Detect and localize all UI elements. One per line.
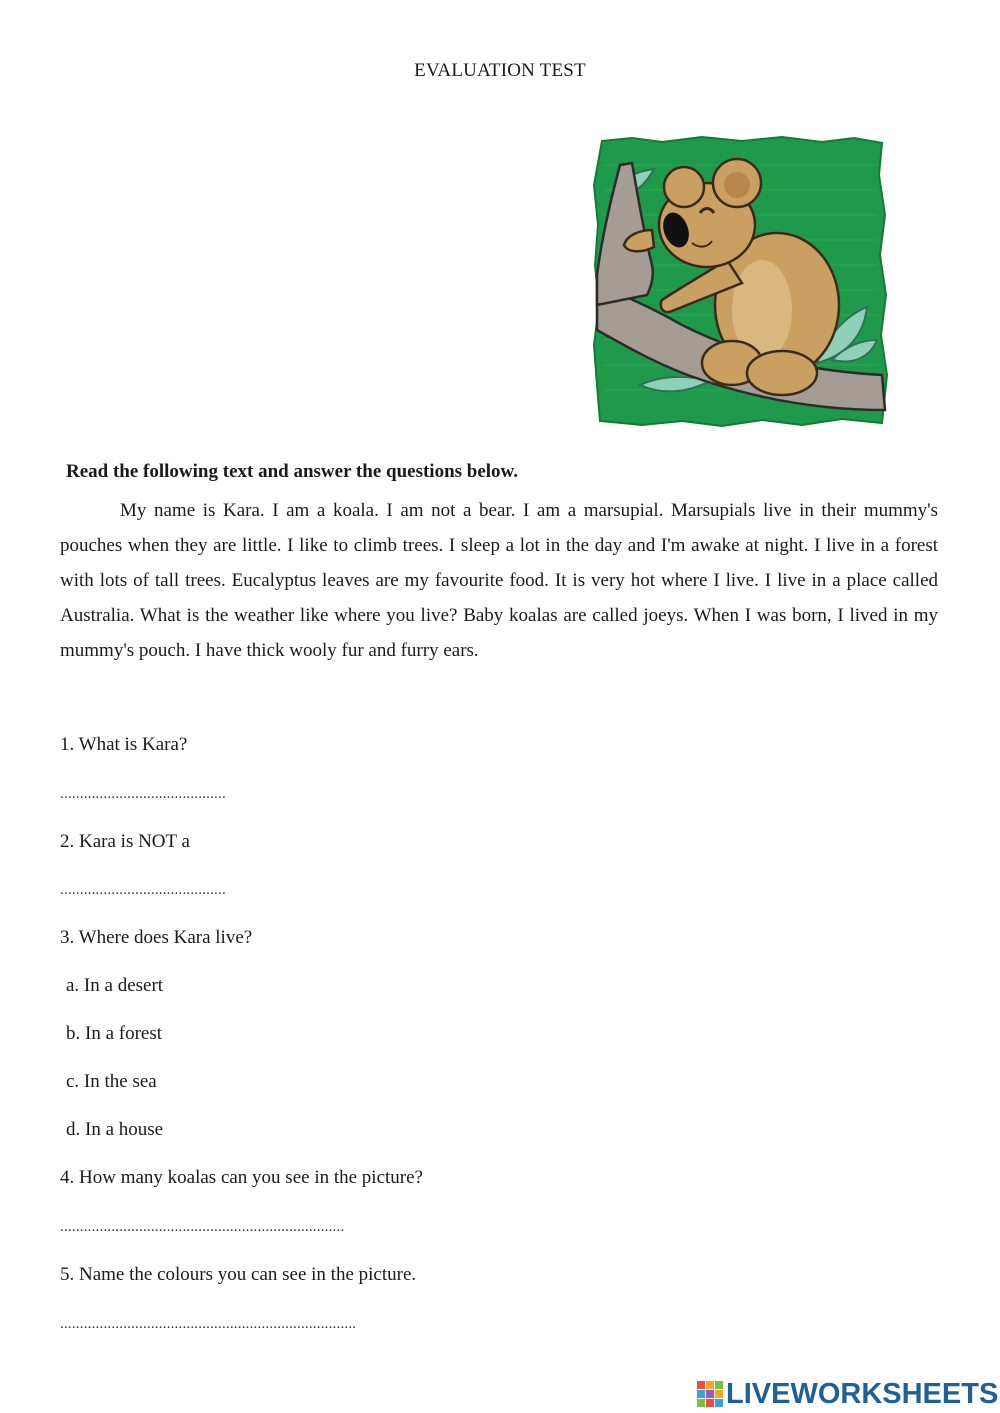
logo-text: LIVEWORKSHEETS (726, 1377, 999, 1410)
option-d[interactable]: d. In a house (66, 1119, 164, 1140)
question-5: 5. Name the colours you can see in the picture. (60, 1264, 417, 1285)
option-b[interactable]: b. In a forest (66, 1023, 163, 1044)
koala-illustration (592, 135, 890, 427)
reading-paragraph: My name is Kara. I am a koala. I am not a bear. I am a marsupial. Marsupials live in their mummy's pouches when they are little. I like to climb trees. I sleep a lot in the day and I'm awake at night. I live in a forest with lots of tall trees. Eucalyptus leaves are my favourite food. It is very hot where I live. I live in a place called Australia. What is the weather like where you live? Baby koalas are called joeys. When I was born, I lived in my mummy's pouch. I have thick wooly fur and furry ears. (60, 500, 938, 661)
page-title: EVALUATION TEST (414, 60, 586, 81)
answer-line-2[interactable]: .......................................... (60, 882, 226, 898)
option-a[interactable]: a. In a desert (66, 975, 164, 996)
question-2: 2. Kara is NOT a (60, 831, 190, 852)
question-1: 1. What is Kara? (60, 734, 188, 755)
answer-line-4[interactable]: ........................................................................ (60, 1219, 345, 1235)
answer-line-5[interactable]: ........................................................................... (60, 1316, 357, 1332)
liveworksheets-logo-icon (697, 1381, 723, 1407)
answer-line-1[interactable]: .......................................... (60, 786, 226, 802)
instruction-heading: Read the following text and answer the questions below. (66, 461, 518, 482)
liveworksheets-logo (697, 1378, 998, 1410)
option-c[interactable]: c. In the sea (66, 1071, 157, 1092)
question-3: 3. Where does Kara live? (60, 927, 253, 948)
question-4: 4. How many koalas can you see in the picture? (60, 1167, 423, 1188)
koala-on-branch-illustration (592, 135, 890, 427)
